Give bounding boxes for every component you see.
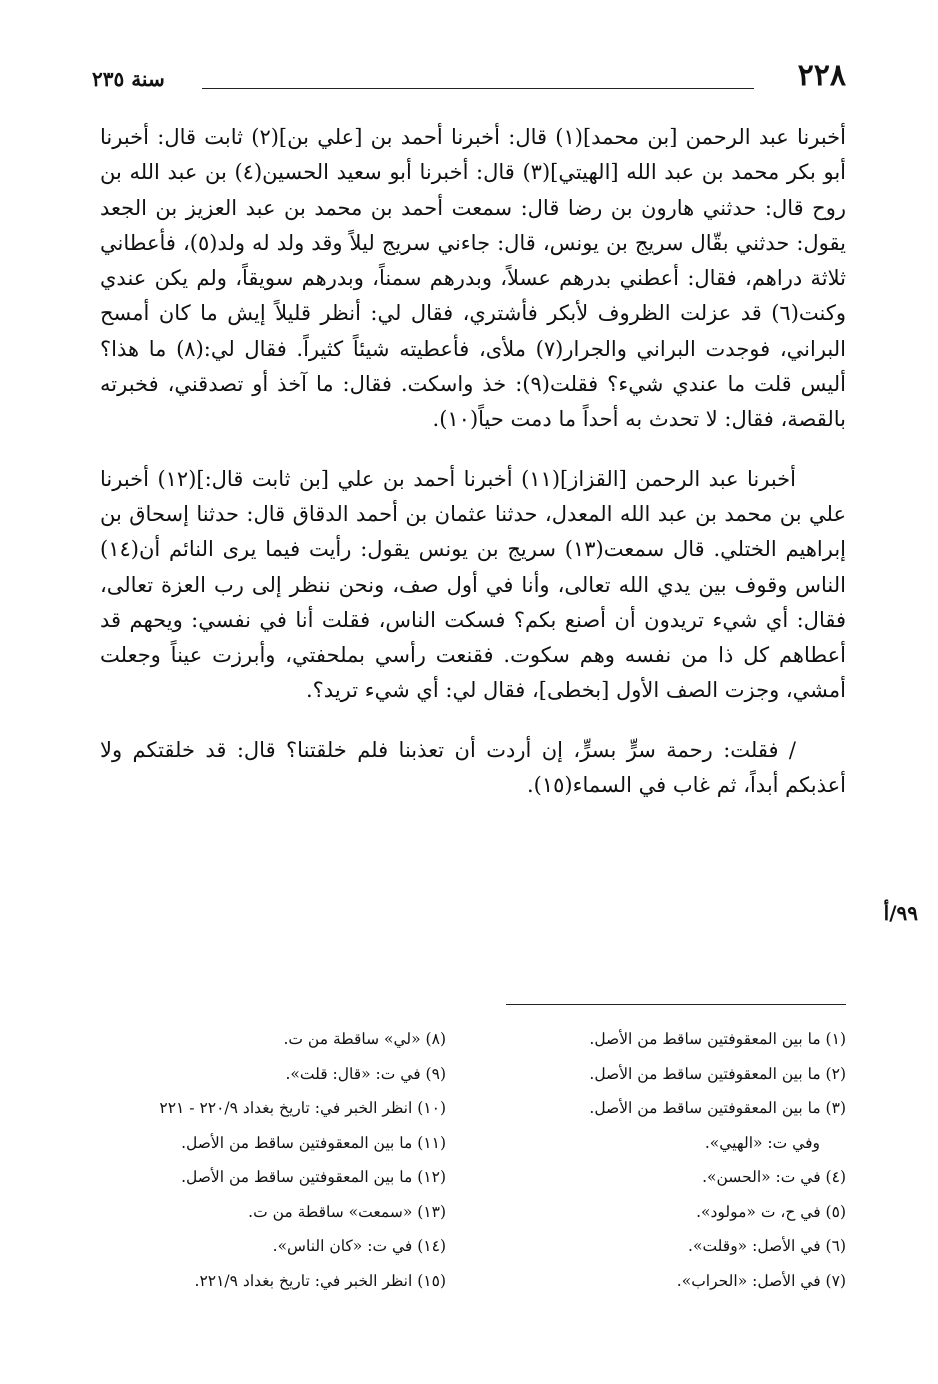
footnote: (٨) «لي» ساقطة من ت. [283,1030,446,1048]
footnote: (١١) ما بين المعقوفتين ساقط من الأصل. [181,1133,446,1152]
footnotes-right-column [486,1022,846,1298]
footnote: (١٢) ما بين المعقوفتين ساقط من الأصل. [181,1168,446,1186]
footnote: (٦) في الأصل: «وقلت». [688,1237,846,1255]
main-text [100,120,846,803]
paragraph-1: أخبرنا عبد الرحمن [بن محمد](١) قال: أخبرنا أحمد بن [علي بن](٢) ثابت قال: أخبرنا أبو بكر محمد بن عبد الله [الهيتي](٣) قال: أخبرنا أبو سعيد الحسين(٤) بن عبد الله بن روح قال: حدثني هارون بن رضا قال: سمعت أحمد بن محمد بن عبد العزيز بن الجعد يقول: حدثني بقّال سريج بن يونس، قال: جاءني سريج ليلاً وقد ولد له ولد(٥)، فأعطاني ثلاثة دراهم، فقال: أعطني بدرهم عسلاً، وبدرهم سمناً، وبدرهم سويقاً، ولم يكن عندي وكنت(٦) قد عزلت الظروف لأبكر فأشتري، فقال لي: أنظر قليلاً إيش ما كان أمسح البراني، فوجدت البراني والجرار(٧) ملأى، فأعطيته شيئاً كثيراً. فقال لي:(٨) ما هذا؟ أليس قلت ما عندي شيء؟ فقلت(٩): خذ واسكت. فقال: ما آخذ أو تصدقني، فخبرته بالقصة، فقال: لا تحدث به أحداً ما دمت حياً(١٠). [100,125,847,432]
footnotes-left-column [86,1022,446,1298]
footnote: (١٠) انظر الخبر في: تاريخ بغداد ٢٢٠/٩ - ٢٢١ [159,1099,446,1117]
page-number: ٢٢٨ [797,58,846,93]
footnote: (٥) في ح، ت «مولود». [696,1202,846,1221]
header-rule [202,88,754,89]
footnote: (١) ما بين المعقوفتين ساقط من الأصل. [589,1030,846,1048]
paragraph-3: / فقلت: رحمة سرٍّ بسرٍّ، إن أردت أن تعذبنا فلم خلقتنا؟ قال: قد خلقتكم ولا أعذبكم أبداً، ثم غاب في السماء(١٥). [100,737,846,798]
footnote: (١٥) انظر الخبر في: تاريخ بغداد ٢٢١/٩. [194,1271,446,1290]
paragraph-2: أخبرنا عبد الرحمن [القزاز](١١) أخبرنا أحمد بن علي [بن ثابت قال:](١٢) أخبرنا علي بن محمد بن عبد الله المعدل، حدثنا عثمان بن أحمد الدقاق قال: حدثنا إسحاق بن إبراهيم الختلي. قال سمعت(١٣) سريج بن يونس يقول: رأيت فيما يرى النائم أن(١٤) الناس وقوف بين يدي الله تعالى، وأنا في أول صف، ونحن ننظر إلى رب العزة تعالى، فقال: أي شيء تريدون أن أصنع بكم؟ فسكت الناس، فقلت أنا في نفسي: ويحهم قد أعطاهم كل ذا من نفسه وهم سكوت. فقنعت رأسي بملحفتي، وأبرزت عيناً وجعلت أمشي، وجزت الصف الأول [بخطى]، فقال لي: أي شيء تريد؟. [100,466,846,703]
footnote-separator [506,1004,846,1005]
footnote: (٧) في الأصل: «الحراب». [676,1271,846,1290]
running-head: سنة ٢٣٥ [92,67,165,91]
footnote: (٩) في ت: «قال: قلت». [285,1064,446,1083]
footnotes [86,1022,846,1298]
footnote: (٣) ما بين المعقوفتين ساقط من الأصل. [589,1099,846,1117]
page-header [92,56,846,96]
footnote: (٢) ما بين المعقوفتين ساقط من الأصل. [589,1064,846,1083]
footnote: (١٤) في ت: «كان الناس». [272,1237,446,1255]
footnote: (١٣) «سمعت» ساقطة من ت. [248,1202,446,1221]
manuscript-folio-ref: ٩٩/أ [883,901,918,925]
footnote: (٤) في ت: «الحسن». [702,1168,846,1186]
footnote-continuation: وفي ت: «الهيي». [704,1133,820,1152]
